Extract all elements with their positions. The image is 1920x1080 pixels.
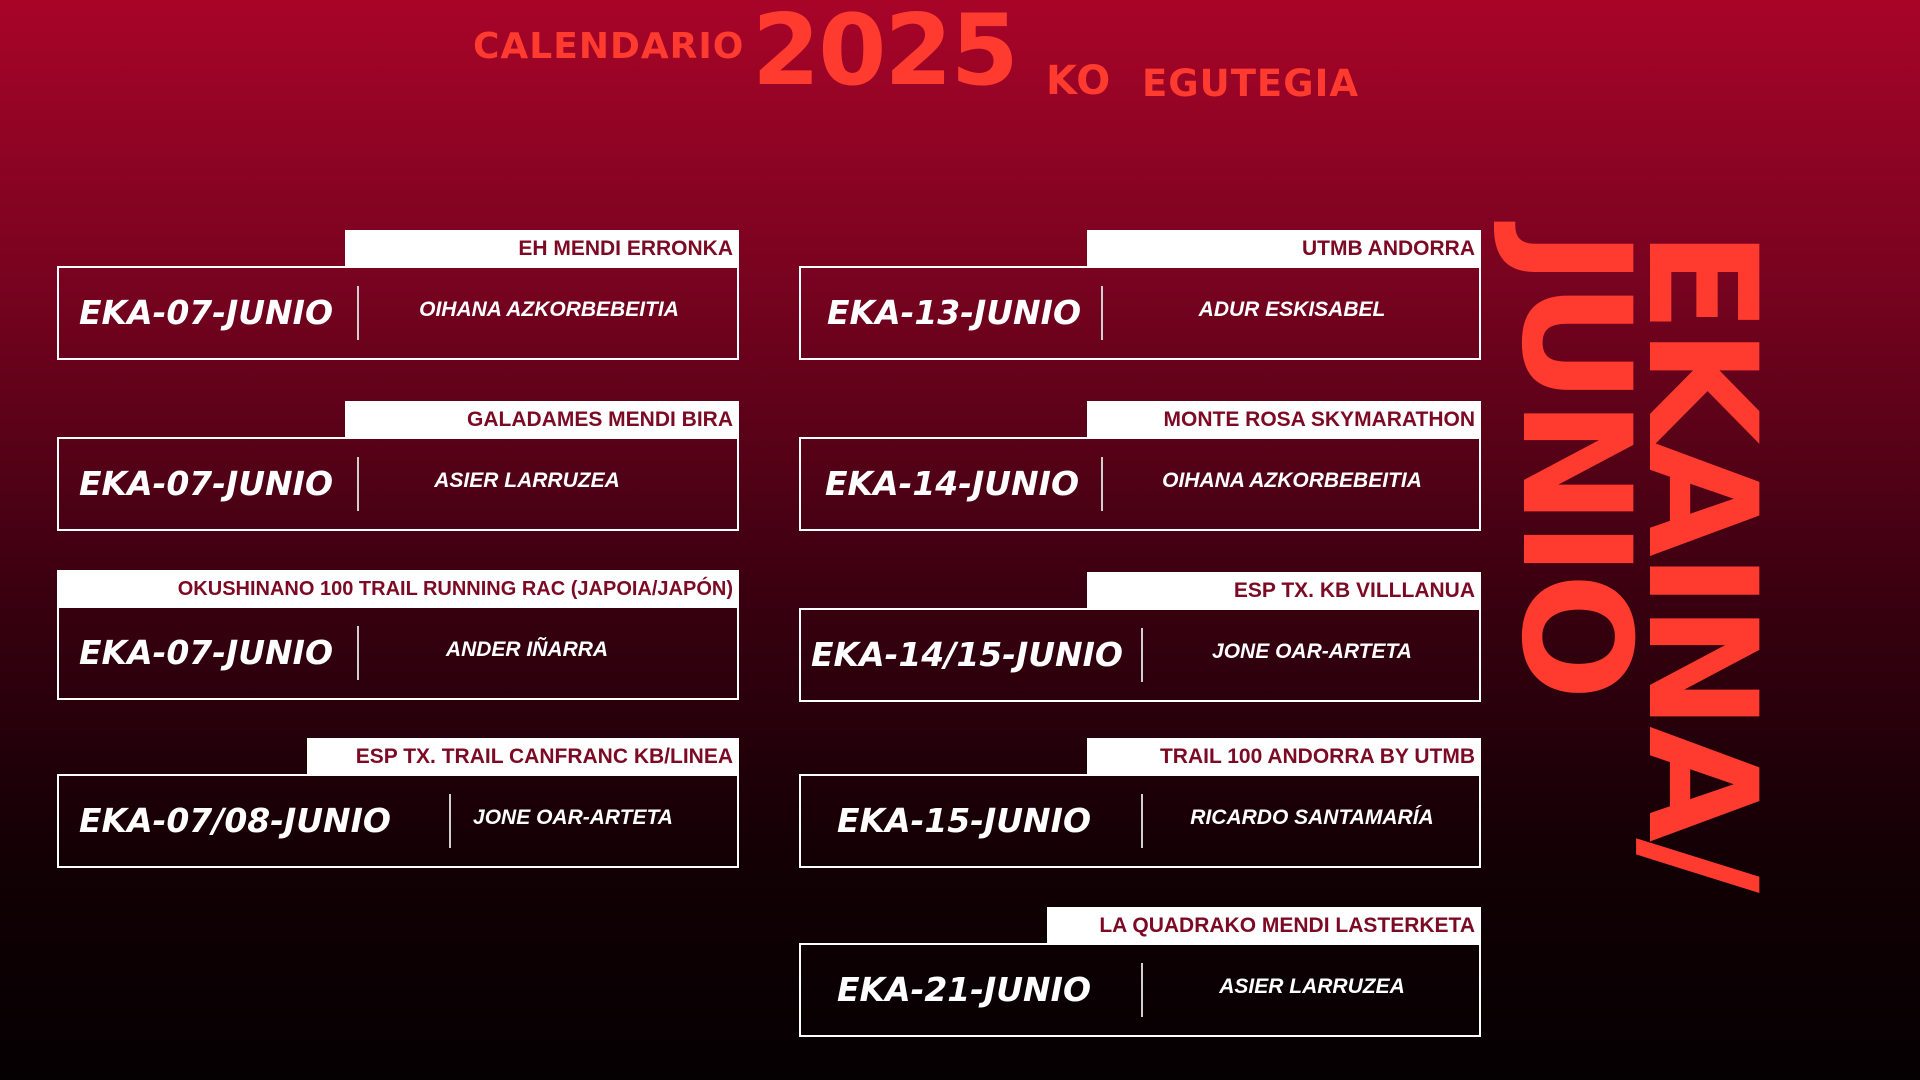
event-title: EH MENDI ERRONKA: [345, 230, 739, 268]
event-box: [799, 774, 1481, 868]
event-date: EKA-14/15-JUNIO: [811, 635, 1123, 674]
event-title: TRAIL 100 ANDORRA BY UTMB: [1087, 738, 1481, 776]
athlete-name: RICARDO SANTAMARÍA: [1190, 806, 1434, 829]
event-card: [57, 401, 739, 531]
athlete-name: ASIER LARRUZEA: [434, 469, 620, 492]
event-card: [799, 230, 1481, 360]
event-title: LA QUADRAKO MENDI LASTERKETA: [1047, 907, 1481, 945]
event-date: EKA-15-JUNIO: [837, 801, 1091, 840]
event-box: [799, 943, 1481, 1037]
header-year: 2025: [752, 0, 1017, 108]
event-box: [799, 437, 1481, 531]
event-card: [799, 907, 1481, 1037]
event-card: [57, 570, 739, 700]
page-header: [0, 0, 1920, 108]
event-title: UTMB ANDORRA: [1087, 230, 1481, 268]
event-box: [799, 608, 1481, 702]
divider: [357, 286, 359, 340]
event-title: GALADAMES MENDI BIRA: [345, 401, 739, 439]
event-title: MONTE ROSA SKYMARATHON: [1087, 401, 1481, 439]
athlete-name: ADUR ESKISABEL: [1198, 298, 1386, 321]
event-date: EKA-07-JUNIO: [79, 293, 333, 332]
month-title: [1488, 230, 1788, 1030]
event-date: EKA-07/08-JUNIO: [79, 801, 391, 840]
event-card: [799, 572, 1481, 702]
divider: [357, 457, 359, 511]
event-card: [799, 401, 1481, 531]
header-egutegia: EGUTEGIA: [1142, 62, 1359, 105]
header-calendario: CALENDARIO: [473, 26, 745, 67]
event-title: OKUSHINANO 100 TRAIL RUNNING RAC (JAPOIA/JAPÓN): [57, 570, 739, 608]
event-box: [57, 437, 739, 531]
divider: [1141, 963, 1143, 1017]
event-box: [799, 266, 1481, 360]
header-ko: KO: [1046, 58, 1112, 104]
month-title-eu: EKAINA/: [1614, 230, 1788, 890]
divider: [449, 794, 451, 848]
athlete-name: JONE OAR-ARTETA: [473, 806, 673, 829]
divider: [1101, 457, 1103, 511]
athlete-name: ANDER IÑARRA: [445, 638, 609, 661]
event-title: ESP TX. TRAIL CANFRANC KB/LINEA: [307, 738, 739, 776]
event-box: [57, 266, 739, 360]
event-card: [57, 230, 739, 360]
divider: [357, 626, 359, 680]
athlete-name: OIHANA AZKORBEBEITIA: [1162, 469, 1422, 492]
event-card: [799, 738, 1481, 868]
event-date: EKA-13-JUNIO: [827, 293, 1081, 332]
event-box: [57, 606, 739, 700]
divider: [1141, 794, 1143, 848]
event-date: EKA-07-JUNIO: [79, 633, 333, 672]
athlete-name: JONE OAR-ARTETA: [1212, 640, 1412, 663]
event-card: [57, 738, 739, 868]
month-title-es: JUNIO: [1488, 230, 1662, 697]
event-box: [57, 774, 739, 868]
athlete-name: OIHANA AZKORBEBEITIA: [419, 298, 679, 321]
event-date: EKA-21-JUNIO: [837, 970, 1091, 1009]
divider: [1101, 286, 1103, 340]
event-date: EKA-14-JUNIO: [825, 464, 1079, 503]
athlete-name: ASIER LARRUZEA: [1219, 975, 1405, 998]
event-date: EKA-07-JUNIO: [79, 464, 333, 503]
divider: [1141, 628, 1143, 682]
event-title: ESP TX. KB VILLLANUA: [1087, 572, 1481, 610]
